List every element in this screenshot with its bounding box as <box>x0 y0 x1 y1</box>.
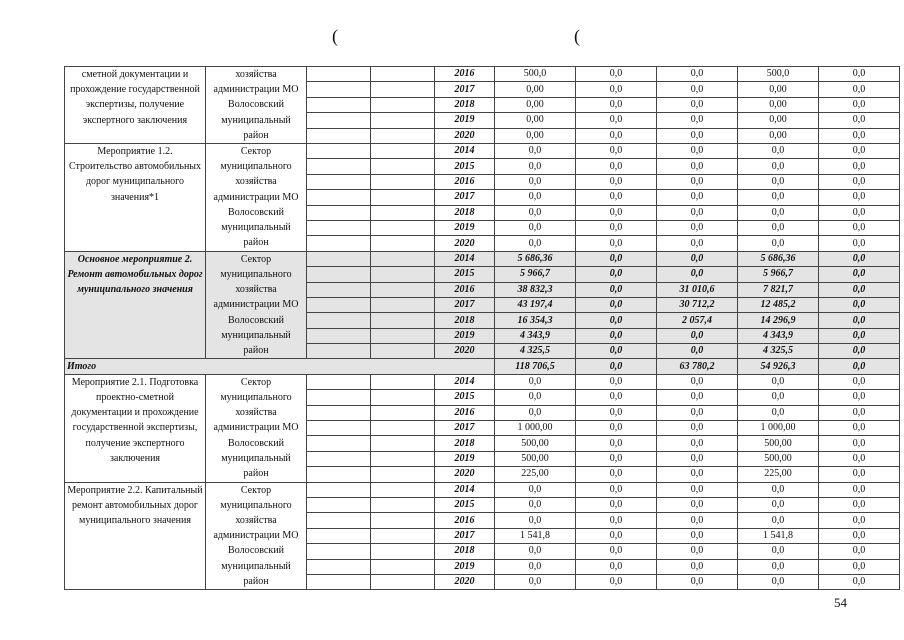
value-cell: 0,0 <box>576 451 657 466</box>
year-cell: 2015 <box>435 267 495 282</box>
value-cell: 0,0 <box>657 374 738 389</box>
value-cell: 500,0 <box>495 67 576 82</box>
empty-cell <box>371 328 435 343</box>
year-cell: 2014 <box>435 251 495 266</box>
value-cell: 0,0 <box>576 82 657 97</box>
empty-cell <box>307 205 371 220</box>
value-cell: 0,00 <box>495 82 576 97</box>
year-cell: 2018 <box>435 205 495 220</box>
value-cell: 0,0 <box>657 482 738 497</box>
empty-cell <box>371 436 435 451</box>
value-cell: 0,0 <box>576 297 657 312</box>
empty-cell <box>307 498 371 513</box>
activity-name: Мероприятие 2.2. Капитальный ремонт автомобильных дорог муниципального значения <box>65 482 206 590</box>
value-cell: 0,0 <box>576 313 657 328</box>
value-cell: 0,0 <box>576 282 657 297</box>
value-cell: 0,0 <box>657 144 738 159</box>
value-cell: 0,0 <box>657 344 738 359</box>
value-cell: 0,0 <box>495 174 576 189</box>
empty-cell <box>307 559 371 574</box>
value-cell: 0,0 <box>657 220 738 235</box>
value-cell: 30 712,2 <box>657 297 738 312</box>
empty-cell <box>371 313 435 328</box>
empty-cell <box>371 159 435 174</box>
value-cell: 0,0 <box>738 482 819 497</box>
value-cell: 0,0 <box>657 159 738 174</box>
value-cell: 0,0 <box>576 67 657 82</box>
value-cell: 0,0 <box>819 128 900 143</box>
year-cell: 2016 <box>435 405 495 420</box>
value-cell: 0,0 <box>576 251 657 266</box>
value-cell: 0,00 <box>738 97 819 112</box>
value-cell: 0,0 <box>738 544 819 559</box>
table-body <box>65 67 900 590</box>
value-cell: 225,00 <box>495 467 576 482</box>
value-cell: 0,0 <box>819 467 900 482</box>
value-cell: 0,0 <box>495 498 576 513</box>
value-cell: 0,0 <box>657 574 738 589</box>
year-cell: 2020 <box>435 344 495 359</box>
empty-cell <box>371 251 435 266</box>
total-value-cell: 63 780,2 <box>657 359 738 374</box>
value-cell: 0,0 <box>657 251 738 266</box>
value-cell: 0,0 <box>738 405 819 420</box>
value-cell: 5 686,36 <box>495 251 576 266</box>
value-cell: 0,0 <box>819 451 900 466</box>
value-cell: 0,00 <box>495 128 576 143</box>
year-cell: 2014 <box>435 144 495 159</box>
value-cell: 0,0 <box>819 174 900 189</box>
value-cell: 0,0 <box>738 559 819 574</box>
value-cell: 0,0 <box>576 374 657 389</box>
value-cell: 0,0 <box>819 297 900 312</box>
value-cell: 0,0 <box>495 574 576 589</box>
value-cell: 0,0 <box>576 482 657 497</box>
value-cell: 225,00 <box>738 467 819 482</box>
empty-cell <box>307 220 371 235</box>
value-cell: 0,0 <box>657 528 738 543</box>
year-cell: 2018 <box>435 313 495 328</box>
total-value-cell: 118 706,5 <box>495 359 576 374</box>
value-cell: 16 354,3 <box>495 313 576 328</box>
value-cell: 5 686,36 <box>738 251 819 266</box>
value-cell: 0,0 <box>576 144 657 159</box>
value-cell: 0,0 <box>576 405 657 420</box>
value-cell: 1 541,8 <box>495 528 576 543</box>
header-paren-right: ( <box>574 26 580 46</box>
empty-cell <box>307 297 371 312</box>
value-cell: 0,0 <box>738 220 819 235</box>
value-cell: 0,0 <box>495 159 576 174</box>
table-row <box>65 374 900 389</box>
value-cell: 500,00 <box>495 451 576 466</box>
value-cell: 0,0 <box>576 528 657 543</box>
value-cell: 0,0 <box>495 390 576 405</box>
empty-cell <box>371 267 435 282</box>
value-cell: 0,0 <box>738 498 819 513</box>
value-cell: 0,0 <box>576 328 657 343</box>
total-value-cell: 0,0 <box>819 359 900 374</box>
value-cell: 0,0 <box>819 190 900 205</box>
executor-name: Сектор муниципального хозяйства администрации МО Волосовский муниципальный район <box>206 251 307 359</box>
empty-cell <box>307 482 371 497</box>
value-cell: 0,0 <box>738 513 819 528</box>
empty-cell <box>307 82 371 97</box>
empty-cell <box>307 513 371 528</box>
value-cell: 0,0 <box>576 421 657 436</box>
year-cell: 2014 <box>435 482 495 497</box>
value-cell: 0,0 <box>819 267 900 282</box>
value-cell: 0,00 <box>738 82 819 97</box>
empty-cell <box>371 236 435 251</box>
value-cell: 500,00 <box>738 436 819 451</box>
value-cell: 0,0 <box>819 528 900 543</box>
value-cell: 0,00 <box>495 97 576 112</box>
value-cell: 5 966,7 <box>738 267 819 282</box>
value-cell: 0,0 <box>819 544 900 559</box>
value-cell: 0,0 <box>495 190 576 205</box>
year-cell: 2016 <box>435 174 495 189</box>
value-cell: 0,0 <box>819 251 900 266</box>
value-cell: 0,0 <box>657 390 738 405</box>
value-cell: 0,0 <box>657 205 738 220</box>
empty-cell <box>307 344 371 359</box>
value-cell: 0,00 <box>495 113 576 128</box>
empty-cell <box>371 174 435 189</box>
value-cell: 0,0 <box>657 405 738 420</box>
empty-cell <box>371 467 435 482</box>
year-cell: 2019 <box>435 220 495 235</box>
year-cell: 2017 <box>435 528 495 543</box>
value-cell: 0,0 <box>819 313 900 328</box>
value-cell: 500,00 <box>738 451 819 466</box>
value-cell: 0,0 <box>576 344 657 359</box>
year-cell: 2020 <box>435 467 495 482</box>
empty-cell <box>371 528 435 543</box>
value-cell: 0,0 <box>576 267 657 282</box>
empty-cell <box>307 190 371 205</box>
value-cell: 0,0 <box>576 559 657 574</box>
empty-cell <box>371 190 435 205</box>
empty-cell <box>307 405 371 420</box>
value-cell: 0,0 <box>495 513 576 528</box>
empty-cell <box>307 374 371 389</box>
year-cell: 2018 <box>435 544 495 559</box>
value-cell: 0,0 <box>495 205 576 220</box>
value-cell: 0,0 <box>819 436 900 451</box>
value-cell: 0,0 <box>657 67 738 82</box>
empty-cell <box>307 236 371 251</box>
value-cell: 2 057,4 <box>657 313 738 328</box>
value-cell: 31 010,6 <box>657 282 738 297</box>
empty-cell <box>307 113 371 128</box>
value-cell: 0,0 <box>657 97 738 112</box>
empty-cell <box>307 467 371 482</box>
executor-name: Сектор муниципального хозяйства администрации МО Волосовский муниципальный район <box>206 144 307 252</box>
empty-cell <box>307 451 371 466</box>
value-cell: 500,00 <box>495 436 576 451</box>
value-cell: 0,0 <box>495 144 576 159</box>
value-cell: 0,0 <box>495 482 576 497</box>
empty-cell <box>371 374 435 389</box>
empty-cell <box>371 513 435 528</box>
value-cell: 0,0 <box>819 236 900 251</box>
value-cell: 0,0 <box>576 467 657 482</box>
value-cell: 12 485,2 <box>738 297 819 312</box>
value-cell: 0,0 <box>576 574 657 589</box>
year-cell: 2015 <box>435 390 495 405</box>
value-cell: 0,0 <box>495 236 576 251</box>
year-cell: 2017 <box>435 421 495 436</box>
value-cell: 0,0 <box>819 97 900 112</box>
year-cell: 2016 <box>435 67 495 82</box>
value-cell: 0,0 <box>819 159 900 174</box>
total-row <box>65 359 900 374</box>
empty-cell <box>307 390 371 405</box>
value-cell: 0,0 <box>576 174 657 189</box>
year-cell: 2014 <box>435 374 495 389</box>
activity-name: Мероприятие 1.2. Строительство автомобильных дорог муниципального значения*1 <box>65 144 206 252</box>
year-cell: 2020 <box>435 236 495 251</box>
value-cell: 500,0 <box>738 67 819 82</box>
value-cell: 7 821,7 <box>738 282 819 297</box>
value-cell: 1 000,00 <box>495 421 576 436</box>
empty-cell <box>307 436 371 451</box>
value-cell: 0,0 <box>576 97 657 112</box>
value-cell: 0,0 <box>657 513 738 528</box>
empty-cell <box>371 113 435 128</box>
empty-cell <box>371 67 435 82</box>
year-cell: 2016 <box>435 282 495 297</box>
year-cell: 2019 <box>435 451 495 466</box>
value-cell: 5 966,7 <box>495 267 576 282</box>
empty-cell <box>371 544 435 559</box>
value-cell: 0,0 <box>819 405 900 420</box>
value-cell: 0,0 <box>576 190 657 205</box>
year-cell: 2017 <box>435 82 495 97</box>
empty-cell <box>371 482 435 497</box>
executor-name: Сектор муниципального хозяйства администрации МО Волосовский муниципальный район <box>206 482 307 590</box>
value-cell: 1 000,00 <box>738 421 819 436</box>
empty-cell <box>371 405 435 420</box>
value-cell: 0,0 <box>738 144 819 159</box>
value-cell: 0,0 <box>819 328 900 343</box>
value-cell: 4 343,9 <box>495 328 576 343</box>
value-cell: 0,0 <box>657 467 738 482</box>
value-cell: 0,0 <box>495 544 576 559</box>
value-cell: 0,0 <box>657 190 738 205</box>
value-cell: 0,0 <box>576 113 657 128</box>
value-cell: 4 325,5 <box>738 344 819 359</box>
value-cell: 0,0 <box>576 220 657 235</box>
empty-cell <box>307 528 371 543</box>
budget-table <box>64 66 900 590</box>
value-cell: 0,0 <box>819 220 900 235</box>
total-value-cell: 0,0 <box>576 359 657 374</box>
empty-cell <box>371 82 435 97</box>
value-cell: 0,0 <box>657 128 738 143</box>
empty-cell <box>307 174 371 189</box>
value-cell: 0,0 <box>738 390 819 405</box>
value-cell: 0,0 <box>657 267 738 282</box>
value-cell: 0,0 <box>576 498 657 513</box>
activity-name: сметной документации и прохождение государственной экспертизы, получение экспертного заключения <box>65 67 206 144</box>
empty-cell <box>307 97 371 112</box>
empty-cell <box>371 205 435 220</box>
value-cell: 0,0 <box>657 421 738 436</box>
empty-cell <box>371 297 435 312</box>
value-cell: 0,0 <box>819 482 900 497</box>
empty-cell <box>307 328 371 343</box>
year-cell: 2015 <box>435 159 495 174</box>
value-cell: 0,0 <box>819 421 900 436</box>
table-row <box>65 251 900 266</box>
value-cell: 0,0 <box>657 498 738 513</box>
value-cell: 0,0 <box>576 390 657 405</box>
empty-cell <box>307 128 371 143</box>
value-cell: 0,0 <box>576 128 657 143</box>
value-cell: 0,0 <box>657 113 738 128</box>
value-cell: 0,0 <box>819 374 900 389</box>
value-cell: 0,0 <box>495 405 576 420</box>
value-cell: 0,0 <box>819 82 900 97</box>
value-cell: 0,0 <box>738 374 819 389</box>
empty-cell <box>371 282 435 297</box>
year-cell: 2017 <box>435 190 495 205</box>
empty-cell <box>371 144 435 159</box>
year-cell: 2018 <box>435 436 495 451</box>
value-cell: 0,0 <box>495 374 576 389</box>
value-cell: 0,0 <box>819 205 900 220</box>
value-cell: 0,0 <box>657 559 738 574</box>
empty-cell <box>371 344 435 359</box>
value-cell: 0,0 <box>819 390 900 405</box>
empty-cell <box>307 313 371 328</box>
value-cell: 0,0 <box>576 513 657 528</box>
empty-cell <box>371 421 435 436</box>
value-cell: 0,0 <box>657 82 738 97</box>
value-cell: 0,0 <box>657 328 738 343</box>
total-label: Итого <box>65 359 495 374</box>
value-cell: 0,0 <box>819 559 900 574</box>
value-cell: 0,0 <box>819 144 900 159</box>
empty-cell <box>307 421 371 436</box>
value-cell: 0,0 <box>495 220 576 235</box>
value-cell: 0,0 <box>738 574 819 589</box>
value-cell: 38 832,3 <box>495 282 576 297</box>
value-cell: 0,0 <box>657 451 738 466</box>
empty-cell <box>371 451 435 466</box>
empty-cell <box>307 544 371 559</box>
empty-cell <box>371 220 435 235</box>
year-cell: 2019 <box>435 559 495 574</box>
value-cell: 0,0 <box>819 574 900 589</box>
value-cell: 0,0 <box>738 190 819 205</box>
value-cell: 0,0 <box>819 113 900 128</box>
value-cell: 1 541,8 <box>738 528 819 543</box>
total-value-cell: 54 926,3 <box>738 359 819 374</box>
value-cell: 0,0 <box>657 236 738 251</box>
year-cell: 2019 <box>435 113 495 128</box>
empty-cell <box>307 574 371 589</box>
table-row <box>65 482 900 497</box>
empty-cell <box>307 67 371 82</box>
empty-cell <box>371 97 435 112</box>
empty-cell <box>307 267 371 282</box>
value-cell: 0,0 <box>657 174 738 189</box>
value-cell: 0,0 <box>738 159 819 174</box>
value-cell: 0,0 <box>657 544 738 559</box>
value-cell: 0,00 <box>738 128 819 143</box>
year-cell: 2017 <box>435 297 495 312</box>
executor-name: Сектор муниципального хозяйства администрации МО Волосовский муниципальный район <box>206 374 307 482</box>
empty-cell <box>371 390 435 405</box>
value-cell: 4 325,5 <box>495 344 576 359</box>
empty-cell <box>371 574 435 589</box>
value-cell: 0,0 <box>657 436 738 451</box>
value-cell: 0,0 <box>576 205 657 220</box>
table-row <box>65 144 900 159</box>
empty-cell <box>307 251 371 266</box>
value-cell: 0,0 <box>576 159 657 174</box>
year-cell: 2020 <box>435 574 495 589</box>
value-cell: 0,0 <box>819 67 900 82</box>
empty-cell <box>371 559 435 574</box>
value-cell: 0,0 <box>819 282 900 297</box>
value-cell: 4 343,9 <box>738 328 819 343</box>
value-cell: 0,0 <box>819 344 900 359</box>
value-cell: 43 197,4 <box>495 297 576 312</box>
activity-name: Мероприятие 2.1. Подготовка проектно-сметной документации и прохождение государственной экспертизы, получение экспертного заключения <box>65 374 206 482</box>
value-cell: 0,0 <box>738 205 819 220</box>
year-cell: 2019 <box>435 328 495 343</box>
year-cell: 2016 <box>435 513 495 528</box>
empty-cell <box>371 128 435 143</box>
empty-cell <box>307 159 371 174</box>
year-cell: 2018 <box>435 97 495 112</box>
page-number: 54 <box>834 595 847 610</box>
empty-cell <box>307 282 371 297</box>
empty-cell <box>307 144 371 159</box>
empty-cell <box>371 498 435 513</box>
executor-name: хозяйства администрации МО Волосовский муниципальный район <box>206 67 307 144</box>
activity-name: Основное мероприятие 2. Ремонт автомобильных дорог муниципального значения <box>65 251 206 359</box>
value-cell: 0,0 <box>819 498 900 513</box>
value-cell: 0,0 <box>819 513 900 528</box>
value-cell: 0,0 <box>576 544 657 559</box>
header-paren-left: ( <box>332 26 338 46</box>
value-cell: 0,0 <box>495 559 576 574</box>
value-cell: 0,0 <box>576 236 657 251</box>
value-cell: 14 296,9 <box>738 313 819 328</box>
value-cell: 0,00 <box>738 113 819 128</box>
year-cell: 2015 <box>435 498 495 513</box>
value-cell: 0,0 <box>738 174 819 189</box>
value-cell: 0,0 <box>738 236 819 251</box>
table-row <box>65 67 900 82</box>
year-cell: 2020 <box>435 128 495 143</box>
value-cell: 0,0 <box>576 436 657 451</box>
